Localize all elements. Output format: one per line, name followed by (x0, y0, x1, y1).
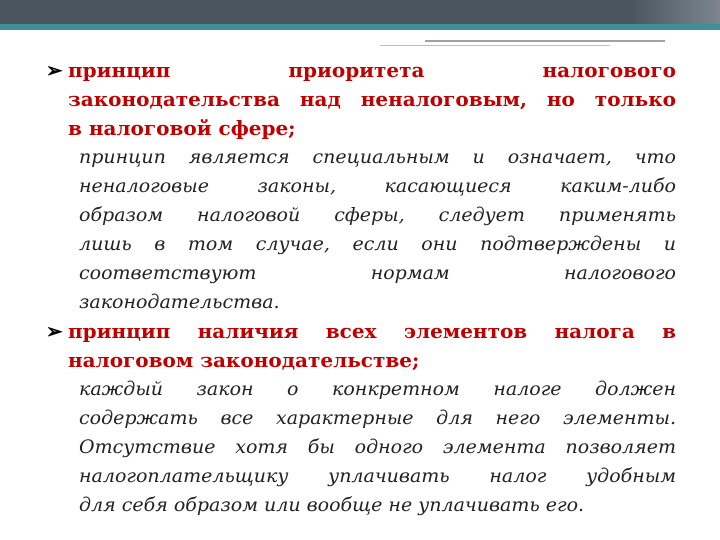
body-line: соответствуют нормам налогового (79, 262, 676, 284)
body-line: для себя образом или вообще не уплачивать его. (79, 494, 585, 516)
bullet-heading (46, 56, 676, 143)
heading-line: принцип наличия всех элементов налога в (68, 319, 676, 343)
bullet-heading (46, 317, 676, 375)
body-line: содержать все характерные для него элементы. (79, 407, 676, 429)
heading-line: в налоговой сфере; (68, 116, 296, 140)
body-line: неналоговые законы, касающиеся каким-либо (79, 175, 676, 197)
body-line: Отсутствие хотя бы одного элемента позволяет (79, 436, 676, 458)
body-line: законодательства. (79, 291, 280, 313)
body-line: каждый закон о конкретном налоге должен (79, 378, 676, 400)
heading-line: принцип приоритета налогового (68, 58, 676, 82)
heading-line: налоговом законодательстве; (68, 348, 420, 372)
decorative-rule (380, 45, 610, 46)
heading-line: законодательства над неналоговым, но только (68, 87, 676, 111)
decorative-rule (425, 40, 665, 42)
body-line: принцип является специальным и означает, что (79, 146, 676, 168)
body-line: образом налоговой сферы, следует применять (79, 204, 676, 226)
title-bar-corner (630, 0, 720, 24)
title-bar (0, 0, 720, 24)
bullet-body (46, 375, 676, 520)
arrow-bullet-icon: ➢ (46, 58, 63, 82)
bullet-body (46, 143, 676, 317)
accent-stripe (0, 24, 720, 30)
arrow-bullet-icon: ➢ (46, 319, 63, 343)
body-line: налогоплательщику уплачивать налог удобным (79, 465, 676, 487)
body-line: лишь в том случае, если они подтверждены и (79, 233, 676, 255)
slide-content (46, 56, 676, 520)
